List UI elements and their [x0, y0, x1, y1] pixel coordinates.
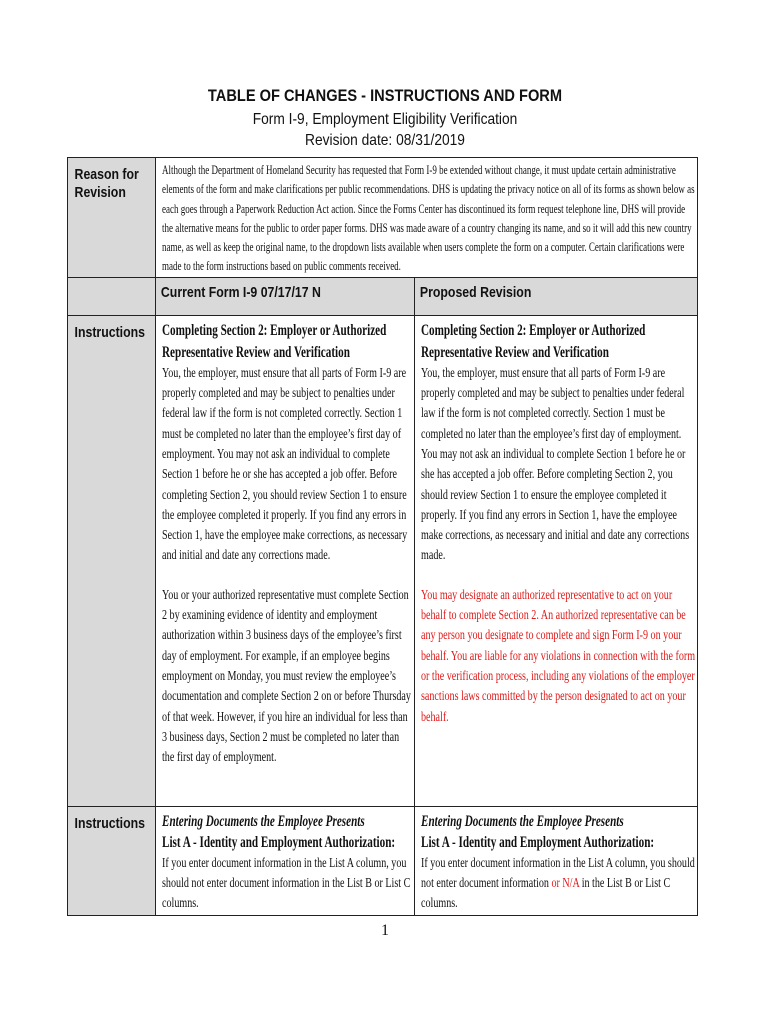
column-header-current-cell: [156, 277, 415, 315]
document-title: TABLE OF CHANGES - INSTRUCTIONS AND FORM: [207, 86, 563, 105]
section-heading-italic: Entering Documents the Employee Presents: [162, 812, 365, 830]
section-heading-line2: Representative Review and Verification: [162, 343, 350, 361]
page-number: 1: [381, 922, 389, 939]
section-heading-line2: Representative Review and Verification: [421, 343, 609, 361]
text-before: If you enter document information in the List A column, you should not enter document information: [421, 855, 695, 892]
row-label-cell: [68, 806, 156, 915]
changes-table: [67, 157, 698, 916]
added-paragraph: You may designate an authorized representative to act on your behalf to complete Section 2. An authorized representative can be any person you designate to complete and sign Form I-9 on your behalf. You are liable for any violations in connection with the form or the verification process, including any violations of the employer sanctions laws committed by the person designated to act on your behalf.: [421, 587, 696, 725]
current-cell: [156, 315, 415, 806]
proposed-content: [421, 316, 697, 728]
column-header-proposed: Proposed Revision: [419, 283, 532, 301]
proposed-content: [421, 807, 697, 915]
proposed-cell: [415, 806, 698, 915]
current-cell: [156, 806, 415, 915]
row-label: Instructions: [74, 323, 145, 341]
column-header-proposed-cell: [415, 277, 698, 315]
reason-text: Although the Department of Homeland Security has requested that Form I-9 be extended without change, it must update certain administrative elements of the form and make clarifications per public recommendations. DHS is updating the privacy notice on all of its forms as shown below as each goes through a Paperwork Reduction Act action. Since the Forms Center has discontinued its form request telephone line, DHS will provide the alternative means for the public to order paper forms. DHS was made aware of a country changing its name, and so it will add this new country name, as well as keep the original name, to the dropdown lists available when users complete the form on a computer. Certain clarifications were made to the form instructions based on public comments received.: [162, 163, 695, 274]
current-content: [162, 807, 414, 915]
paragraph: You, the employer, must ensure that all parts of Form I-9 are properly completed and may be subject to penalties under federal law if the form is not completed correctly. Section 1 must be completed no later than the employee’s first day of employment. You may not ask an individual to complete Section 1 before he or she has accepted a job offer. Before completing Section 2, you should review Section 1 to ensure the employee completed it properly. If you find any errors in Section 1, have the employee make corrections, as necessary and initial and date any corrections made.: [162, 365, 408, 564]
row-label: Instructions: [74, 814, 145, 832]
text-after: in the List B or List C columns.: [421, 876, 671, 912]
section-heading-line1: Completing Section 2: Employer or Authorized: [162, 321, 387, 339]
list-heading: List A - Identity and Employment Authorization:: [162, 833, 396, 851]
reason-row: [68, 158, 698, 278]
column-header-blank: [68, 277, 156, 315]
column-header-current: Current Form I-9 07/17/17 N: [160, 283, 321, 301]
section-heading-italic: Entering Documents the Employee Presents: [421, 812, 624, 830]
proposed-cell: [415, 315, 698, 806]
reason-label: [68, 158, 139, 202]
section-heading-line1: Completing Section 2: Employer or Authorized: [421, 321, 646, 339]
revision-date: Revision date: 08/31/2019: [305, 132, 465, 149]
column-header-row: [68, 277, 698, 315]
added-text: or N/A: [551, 876, 580, 892]
row-label-cell: [68, 315, 156, 806]
instructions-row-1: [68, 315, 698, 806]
paragraph-gap: [162, 567, 414, 586]
reason-label-line1: Reason for: [74, 166, 139, 183]
current-content: [162, 316, 414, 769]
paragraph: You, the employer, must ensure that all parts of Form I-9 are properly completed and may be subject to penalties under federal law if the form is not completed correctly. Section 1 must be completed no later than the employee’s first day of employment. You may not ask an individual to complete Section 1 before he or she has accepted a job offer. Before completing Section 2, you should review Section 1 to ensure the employee completed it properly. If you find any errors in Section 1, have the employee make corrections, as necessary and initial and date any corrections made.: [421, 365, 690, 564]
document-subtitle: Form I-9, Employment Eligibility Verification: [252, 111, 518, 128]
reason-label-line2: Revision: [74, 184, 126, 201]
list-heading: List A - Identity and Employment Authorization:: [421, 833, 655, 851]
paragraph: If you enter document information in the List A column, you should not enter document information in the List B or List C columns.: [162, 855, 411, 912]
paragraph-gap: [421, 567, 697, 586]
reason-text-cell: [156, 158, 698, 278]
instructions-row-2: [68, 806, 698, 915]
paragraph: You or your authorized representative must complete Section 2 by examining evidence of identity and employment authorization within 3 business days of the employee’s first day of employment. For example, if an employee begins employment on Monday, you must review the employee’s documentation and complete Section 2 on or before Thursday of that week. However, if you hire an individual for less than 3 business days, Section 2 must be completed no later than the first day of employment.: [162, 587, 411, 766]
reason-label-cell: [68, 158, 156, 278]
paragraph: [421, 854, 697, 915]
